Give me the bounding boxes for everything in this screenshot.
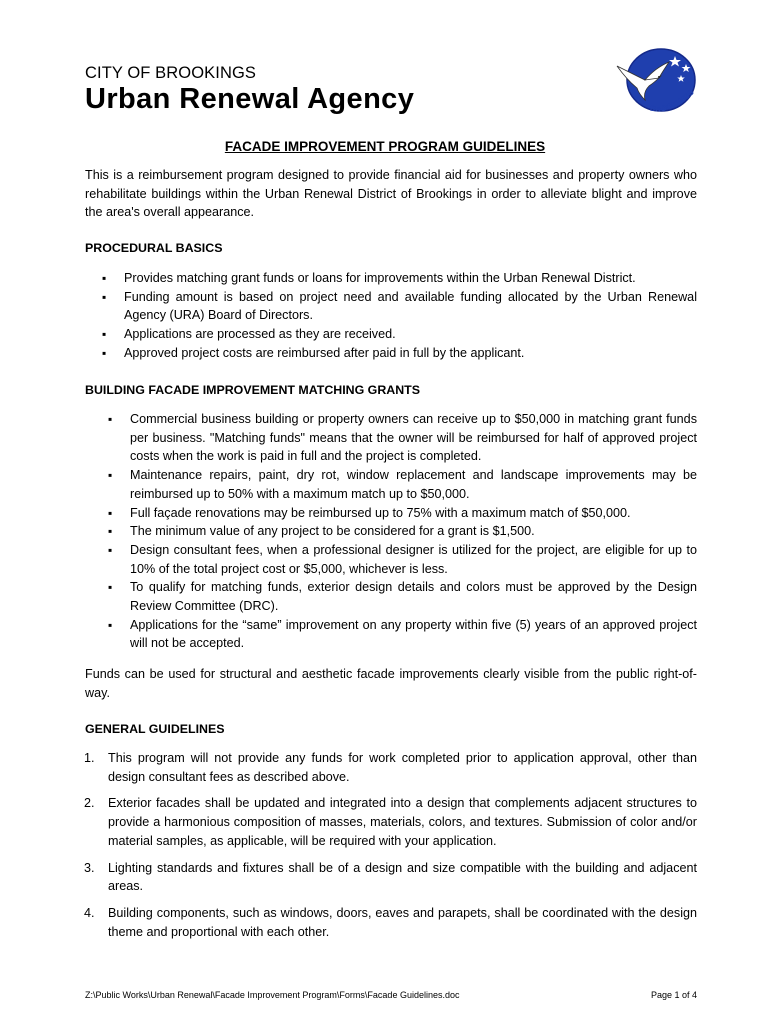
list-item: ▪ To qualify for matching funds, exterior design details and colors must be approved by the Design Review Committee (DRC). — [130, 578, 697, 615]
brookings-seagull-logo-icon — [615, 46, 699, 120]
grants-list — [130, 410, 697, 653]
list-item: ▪ Full façade renovations may be reimbursed up to 75% with a maximum match of $50,000. — [130, 504, 697, 523]
list-item: ▪ Maintenance repairs, paint, dry rot, window replacement and landscape improvements may be reimbursed up to 50% with a maximum match up to $50,000. — [130, 466, 697, 503]
list-item: ▪ Design consultant fees, when a professional designer is utilized for the project, are eligible for up to 10% of the total project cost or $5,000, whichever is less. — [130, 541, 697, 578]
procedural-heading: PROCEDURAL BASICS — [85, 241, 223, 255]
list-item — [84, 859, 697, 896]
list-item — [84, 904, 697, 941]
list-item: ▪ Applications are processed as they are received. — [124, 325, 697, 344]
item-number: 2. — [84, 796, 95, 811]
grants-heading: BUILDING FACADE IMPROVEMENT MATCHING GRANTS — [85, 383, 420, 397]
list-item — [84, 794, 697, 850]
list-item: ▪ Applications for the “same” improvement on any property within five (5) years of an approved project will not be accepted. — [130, 616, 697, 653]
document-title: FACADE IMPROVEMENT PROGRAM GUIDELINES — [224, 139, 546, 154]
item-text: Lighting standards and fixtures shall be of a design and size compatible with the building and adjacent areas. — [108, 860, 697, 894]
general-guidelines-list — [84, 749, 697, 949]
item-text: Exterior facades shall be updated and integrated into a design that complements adjacent structures to provide a harmonious composition of masses, materials, colors, and textures. Submission of color and/or material samples, as applicable, will be required with your application. — [108, 796, 697, 848]
item-text: Building components, such as windows, doors, eaves and parapets, shall be coordinated with the design theme and proportional with each other. — [108, 905, 697, 939]
item-number: 1. — [84, 751, 95, 765]
procedural-list — [124, 269, 697, 363]
intro-paragraph: This is a reimbursement program designed to provide financial aid for businesses and property owners who rehabilitate buildings within the Urban Renewal District of Brookings in order to alleviate blight and improve the area's overall appearance. — [85, 168, 697, 220]
city-name: CITY OF BROOKINGS — [85, 64, 257, 82]
item-number: 3. — [84, 860, 95, 875]
list-item: ▪ Approved project costs are reimbursed after paid in full by the applicant. — [124, 344, 697, 363]
list-item: ▪ The minimum value of any project to be considered for a grant is $1,500. — [130, 522, 697, 541]
funds-paragraph: Funds can be used for structural and aesthetic facade improvements clearly visible from the public right-of-way. — [85, 667, 697, 700]
footer-file-path: Z:\Public Works\Urban Renewal\Facade Improvement Program\Forms\Facade Guidelines.doc — [85, 990, 460, 1000]
list-item: ▪ Commercial business building or property owners can receive up to $50,000 in matching grant funds per business. "Matching funds" means that the owner will be reimbursed for half of approved project costs when the work is paid in full and the project is completed. — [130, 410, 697, 466]
list-item: ▪ Provides matching grant funds or loans for improvements within the Urban Renewal District. — [124, 269, 697, 288]
logo-text: BROOKINGS — [648, 87, 696, 114]
agency-name: Urban Renewal Agency — [85, 83, 415, 115]
item-number: 4. — [84, 905, 95, 920]
general-heading: GENERAL GUIDELINES — [85, 722, 225, 736]
list-item: ▪ Funding amount is based on project need and available funding allocated by the Urban Renewal Agency (URA) Board of Directors. — [124, 288, 697, 325]
footer-page-number: Page 1 of 4 — [650, 990, 697, 1000]
list-item — [84, 749, 697, 786]
item-text: This program will not provide any funds for work completed prior to application approval, other than design consultant fees as described above. — [108, 751, 697, 784]
